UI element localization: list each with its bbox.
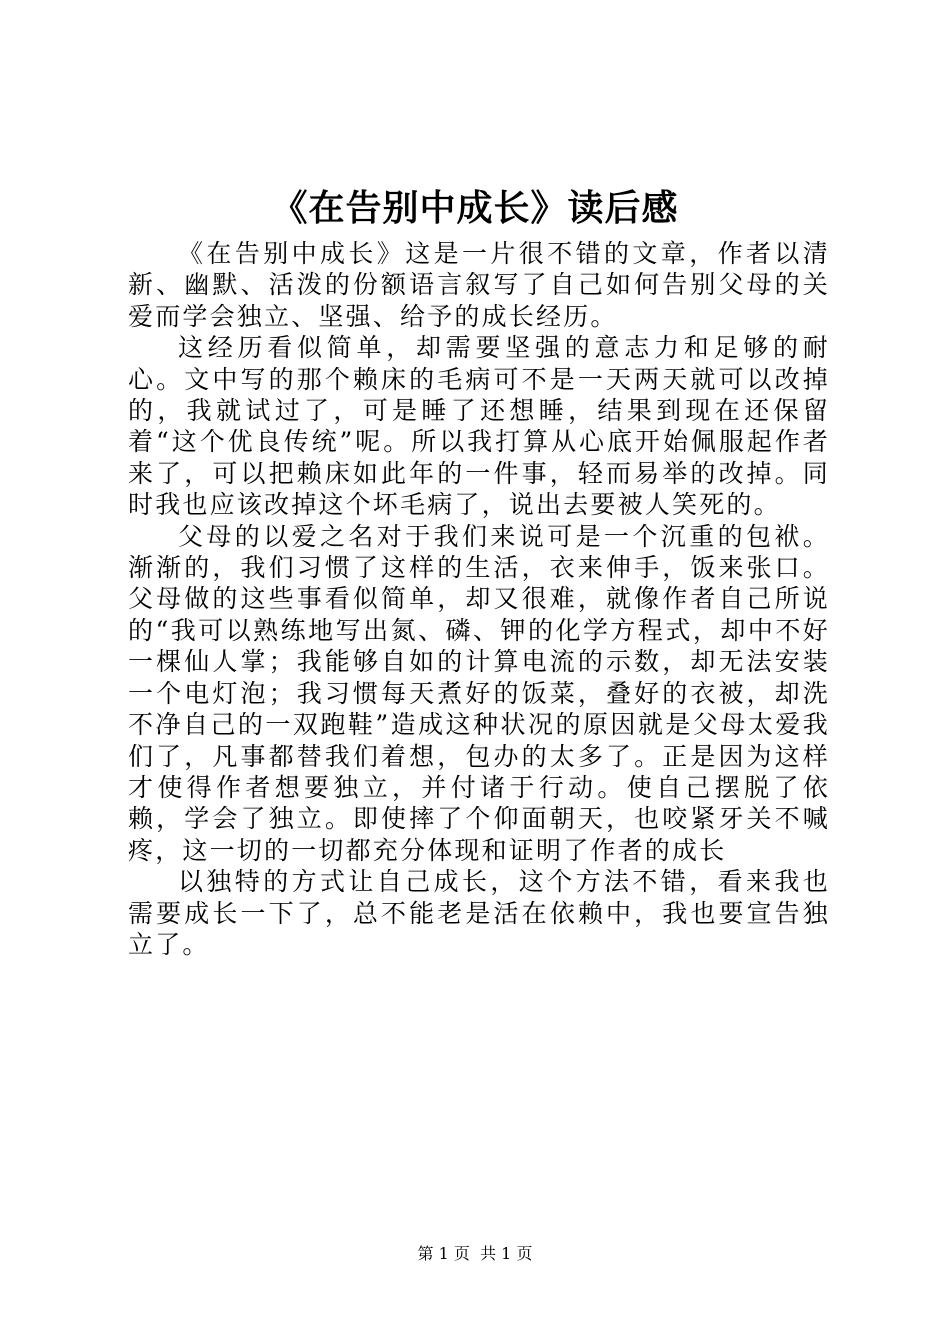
- paragraph-1: 《在告别中成长》这是一片很不错的文章，作者以清新、幽默、活泼的份额语言叙写了自己如何告别父母的关爱而学会独立、坚强、给予的成长经历。: [128, 239, 830, 331]
- paragraph-3: 父母的以爱之名对于我们来说可是一个沉重的包袱。渐渐的，我们习惯了这样的生活，衣来伸手，饭来张口。父母做的这些事看似简单，却又很难，就像作者自己所说的“我可以熟练地写出氮、磷、钾的化学方程式，却中不好一棵仙人掌；我能够自如的计算电流的示数，却无法安装一个电灯泡；我习惯每天煮好的饭菜，叠好的衣被，却洗不净自己的一双跑鞋”造成这种状况的原因就是父母太爱我们了，凡事都替我们着想，包办的太多了。正是因为这样才使得作者想要独立，并付诸于行动。使自己摆脱了依赖，学会了独立。即使摔了个仰面朝天，也咬紧牙关不喊疼，这一切的一切都充分体现和证明了作者的成长: [128, 521, 830, 865]
- page-number-label: 第 1 页 共 1 页: [417, 1244, 533, 1263]
- paragraph-2: 这经历看似简单，却需要坚强的意志力和足够的耐心。文中写的那个赖床的毛病可不是一天两天就可以改掉的，我就试过了，可是睡了还想睡，结果到现在还保留着“这个优良传统”呢。所以我打算从心底开始佩服起作者来了，可以把赖床如此年的一件事，轻而易举的改掉。同时我也应该改掉这个坏毛病了，说出去要被人笑死的。: [128, 333, 830, 520]
- document-body: [128, 238, 830, 960]
- page-footer: [0, 1244, 950, 1264]
- paragraph-4: 以独特的方式让自己成长，这个方法不错，看来我也需要成长一下了，总不能老是活在依赖中，我也要宣告独立了。: [128, 867, 830, 959]
- document-title: 《在告别中成长》读后感: [271, 187, 679, 229]
